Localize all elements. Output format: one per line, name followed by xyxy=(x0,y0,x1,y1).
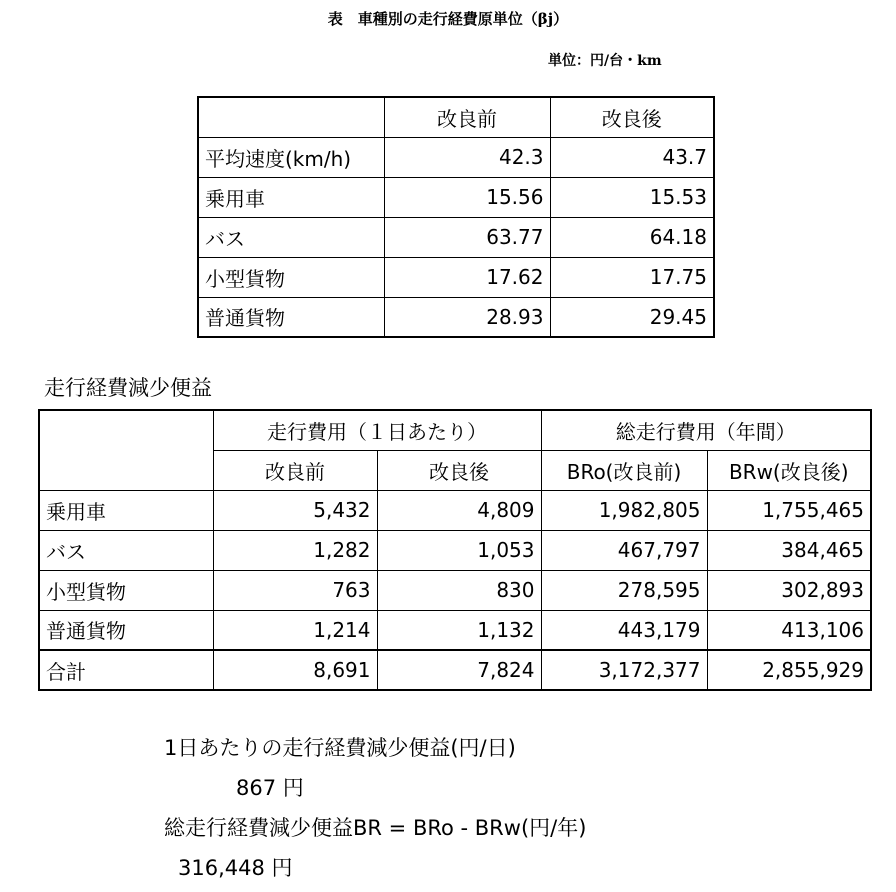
benefit-table xyxy=(38,409,872,691)
table-row xyxy=(198,137,714,177)
table-row xyxy=(39,610,871,650)
row-label: バス xyxy=(198,217,384,257)
sub-header-before: 改良前 xyxy=(213,450,377,490)
cell-after: 15.53 xyxy=(550,177,714,217)
cell-daily-before: 763 xyxy=(213,570,377,610)
row-label: 平均速度(km/h) xyxy=(198,137,384,177)
table-row xyxy=(198,297,714,337)
cell-before: 63.77 xyxy=(384,217,550,257)
sub-header-brw: BRw(改良後) xyxy=(707,450,871,490)
cell-after: 17.75 xyxy=(550,257,714,297)
cell-annual-after: 1,755,465 xyxy=(707,490,871,530)
cell-after: 64.18 xyxy=(550,217,714,257)
section-title: 走行経費減少便益 xyxy=(44,376,212,400)
table-row xyxy=(39,490,871,530)
cell-after: 29.45 xyxy=(550,297,714,337)
group-header-daily: 走行費用（１日あたり） xyxy=(213,410,541,450)
cell-annual-after: 384,465 xyxy=(707,530,871,570)
cell-daily-before: 5,432 xyxy=(213,490,377,530)
row-label: 普通貨物 xyxy=(39,610,213,650)
cell-annual-before: 467,797 xyxy=(541,530,707,570)
cell-after: 43.7 xyxy=(550,137,714,177)
header-cell-before: 改良前 xyxy=(384,97,550,137)
cell-annual-before: 3,172,377 xyxy=(541,650,707,690)
cell-annual-before: 278,595 xyxy=(541,570,707,610)
sub-header-after: 改良後 xyxy=(377,450,541,490)
row-label: 小型貨物 xyxy=(198,257,384,297)
header-cell-after: 改良後 xyxy=(550,97,714,137)
table-row xyxy=(39,530,871,570)
row-label: 乗用車 xyxy=(198,177,384,217)
cell-daily-before: 1,282 xyxy=(213,530,377,570)
table-row xyxy=(198,257,714,297)
daily-benefit-value: 867 円 xyxy=(236,776,304,800)
total-row xyxy=(39,650,871,690)
sub-header-bro: BRo(改良前) xyxy=(541,450,707,490)
cell-annual-before: 443,179 xyxy=(541,610,707,650)
cell-daily-before: 8,691 xyxy=(213,650,377,690)
table-row xyxy=(39,570,871,610)
table-title: 表 車種別の走行経費原単位（βj） xyxy=(327,10,569,28)
cell-daily-after: 4,809 xyxy=(377,490,541,530)
row-label: バス xyxy=(39,530,213,570)
row-label: 普通貨物 xyxy=(198,297,384,337)
cell-daily-after: 1,132 xyxy=(377,610,541,650)
cell-daily-after: 1,053 xyxy=(377,530,541,570)
table-row xyxy=(198,217,714,257)
cell-annual-after: 413,106 xyxy=(707,610,871,650)
row-label: 合計 xyxy=(39,650,213,690)
cell-before: 42.3 xyxy=(384,137,550,177)
total-benefit-label: 総走行経費減少便益BR = BRo - BRw(円/年) xyxy=(164,816,587,840)
unit-cost-table xyxy=(197,96,715,338)
unit-label: 単位：円/台・km xyxy=(548,53,662,69)
total-benefit-value: 316,448 円 xyxy=(178,856,293,880)
row-label: 乗用車 xyxy=(39,490,213,530)
cell-annual-before: 1,982,805 xyxy=(541,490,707,530)
table-row xyxy=(198,177,714,217)
header-cell-empty xyxy=(198,97,384,137)
row-label: 小型貨物 xyxy=(39,570,213,610)
group-header-row xyxy=(39,410,871,450)
cell-before: 17.62 xyxy=(384,257,550,297)
cell-before: 15.56 xyxy=(384,177,550,217)
cell-annual-after: 2,855,929 xyxy=(707,650,871,690)
header-cell-empty xyxy=(39,410,213,490)
daily-benefit-label: 1日あたりの走行経費減少便益(円/日) xyxy=(164,736,516,760)
cell-daily-before: 1,214 xyxy=(213,610,377,650)
table-header-row xyxy=(198,97,714,137)
cell-annual-after: 302,893 xyxy=(707,570,871,610)
cell-daily-after: 830 xyxy=(377,570,541,610)
group-header-annual: 総走行費用（年間） xyxy=(541,410,871,450)
cell-daily-after: 7,824 xyxy=(377,650,541,690)
cell-before: 28.93 xyxy=(384,297,550,337)
